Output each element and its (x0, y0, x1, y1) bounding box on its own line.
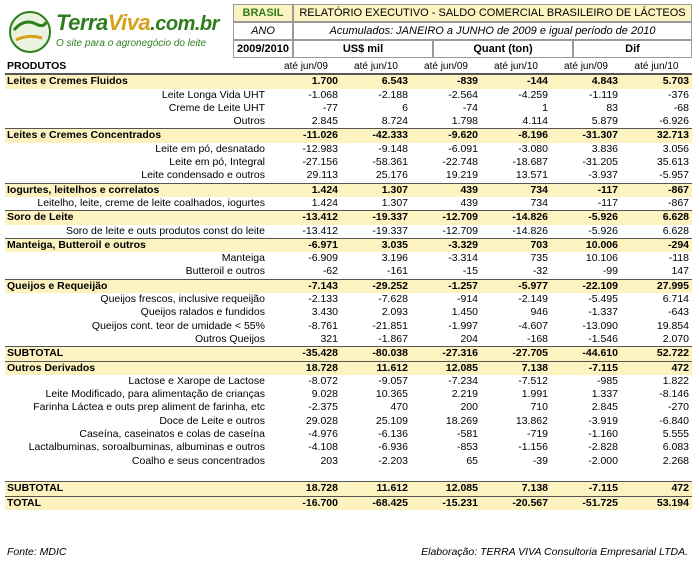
row-value: -7.628 (378, 293, 408, 306)
row-value: 13.571 (515, 169, 548, 182)
table-row (5, 102, 692, 115)
row-value: -7.115 (588, 361, 618, 374)
row-value: 4.843 (591, 75, 618, 88)
row-value: 2.268 (662, 454, 689, 467)
row-value: -18.687 (512, 156, 548, 169)
row-label: Lactose e Xarope de Lactose (128, 374, 265, 387)
row-value: 734 (530, 183, 548, 196)
row-label: Leite em pó, desnatado (155, 142, 265, 155)
row-label: Leites e Cremes Concentrados (7, 129, 162, 142)
row-value: 6.714 (662, 293, 689, 306)
source-note: Fonte: MDIC (7, 546, 67, 558)
row-value (551, 468, 621, 481)
row-label: Doce de Leite e outros (159, 414, 265, 427)
row-value: 2.219 (451, 388, 478, 401)
row-value: -5.926 (588, 211, 618, 224)
row-value: -21.851 (372, 319, 408, 332)
row-value: -270 (667, 401, 689, 414)
row-value: -2.188 (378, 88, 408, 101)
row-label: Soro de leite e outs produtos const do leite (65, 224, 265, 237)
row-value: -2.000 (588, 454, 618, 467)
row-value: -1.160 (588, 428, 618, 441)
table-row (5, 468, 692, 481)
row-label: Queijos e Requeijão (7, 279, 108, 292)
row-value: 18.269 (445, 414, 478, 427)
table-row (5, 225, 692, 238)
sub-col-header: até jun/09 (424, 61, 468, 72)
table-row (5, 333, 692, 346)
row-value: -27.316 (442, 347, 478, 360)
row-value: 13.862 (515, 414, 548, 427)
row-label: Leite Modificado, para alimentação de crianças (45, 388, 265, 401)
table-row (5, 441, 692, 454)
row-label: Coalho e seus concentrados (131, 454, 265, 467)
row-value: 10.006 (585, 238, 618, 251)
row-value: 946 (530, 306, 548, 319)
row-value: -68 (673, 101, 689, 114)
row-value: 35.613 (656, 156, 689, 169)
row-value: -27.156 (302, 156, 338, 169)
row-value: -117 (597, 183, 618, 196)
row-value: -6.840 (659, 414, 689, 427)
row-value: 1.991 (521, 388, 548, 401)
row-value: -32 (532, 265, 548, 278)
sub-col-header: até jun/09 (564, 61, 608, 72)
row-value: -1.337 (588, 306, 618, 319)
row-value: 735 (530, 252, 548, 265)
row-value: 6.628 (662, 211, 689, 224)
row-value: 2.845 (311, 115, 338, 128)
row-value: 1.337 (591, 388, 618, 401)
row-value: 11.612 (376, 361, 408, 374)
row-value: -3.080 (518, 142, 548, 155)
row-value: 734 (530, 196, 548, 209)
table-row (5, 306, 692, 319)
logo-name-part2: Viva (107, 10, 151, 35)
row-label: Lactalbuminas, soroalbuminas, albuminas e outros (28, 441, 265, 454)
table-row (5, 156, 692, 169)
row-value: -2.149 (518, 293, 548, 306)
row-value: -12.983 (302, 142, 338, 155)
row-value: 147 (671, 265, 689, 278)
row-value: 2.093 (381, 306, 408, 319)
row-value: -51.725 (582, 496, 618, 509)
row-value: -80.038 (372, 347, 408, 360)
row-value: -16.700 (302, 496, 338, 509)
row-label: Leite em pó, Integral (169, 156, 265, 169)
row-value: 1.424 (311, 196, 338, 209)
row-value: -9.620 (448, 129, 478, 142)
row-value: 5.703 (662, 75, 689, 88)
row-value: 18.728 (305, 361, 338, 374)
row-value: -5.926 (588, 224, 618, 237)
row-value: 1.307 (381, 196, 408, 209)
row-value: 4.114 (522, 115, 548, 128)
terraviva-logo (4, 4, 226, 56)
row-value: 2.070 (662, 332, 689, 345)
row-value: -12.709 (442, 211, 478, 224)
row-value: -35.428 (302, 347, 338, 360)
row-value: -719 (526, 428, 548, 441)
logo-tagline: O site para o agronegócio do leite (56, 38, 207, 49)
col-dif-header: Dif (573, 40, 692, 58)
row-value: 10.106 (585, 252, 618, 265)
table-row (5, 455, 692, 468)
row-value: 1.822 (662, 374, 689, 387)
row-label: Manteiga (221, 252, 265, 265)
row-value: -13.412 (302, 211, 338, 224)
total-row (5, 481, 692, 495)
row-label: SUBTOTAL (7, 347, 64, 360)
row-value: 25.176 (375, 169, 408, 182)
category-row (5, 361, 692, 375)
row-label: SUBTOTAL (7, 482, 64, 495)
row-value: -4.607 (518, 319, 548, 332)
row-label: Caseína, caseinatos e colas de caseína (79, 428, 265, 441)
row-value: -1.156 (518, 441, 548, 454)
row-value: -22.109 (582, 279, 618, 292)
row-value: -29.252 (372, 279, 408, 292)
row-value: -6.971 (308, 238, 338, 251)
row-value: 19.219 (445, 169, 478, 182)
row-label: Soro de Leite (7, 211, 74, 224)
row-value: 7.138 (521, 361, 548, 374)
row-value: 5.555 (662, 428, 689, 441)
table-row (5, 143, 692, 156)
report-footer (5, 546, 692, 560)
logo-name-part1: Terra (56, 10, 108, 35)
row-value: -581 (456, 428, 478, 441)
row-value: -6.926 (659, 115, 689, 128)
row-value: -14.826 (512, 224, 548, 237)
table-row (5, 401, 692, 414)
col-usd-header: US$ mil (293, 40, 433, 58)
row-value: -7.234 (448, 374, 478, 387)
row-label: Manteiga, Butteroil e outros (7, 238, 146, 251)
row-value: 1.450 (451, 306, 478, 319)
row-value: -15 (462, 265, 478, 278)
table-row (5, 265, 692, 278)
row-label: Leite Longa Vida UHT (161, 88, 265, 101)
row-label: Outros (233, 115, 265, 128)
row-value: -1.119 (589, 88, 618, 101)
row-value: 65 (466, 454, 478, 467)
row-value: -914 (456, 293, 478, 306)
row-value: 200 (460, 401, 478, 414)
row-value: -20.567 (512, 496, 548, 509)
sub-col-header: até jun/10 (634, 61, 679, 72)
row-value: -9.057 (378, 374, 408, 387)
row-value: -6.909 (308, 252, 338, 265)
row-label: Outros Derivados (7, 361, 96, 374)
table-row (5, 428, 692, 441)
row-value: -7.143 (308, 279, 338, 292)
row-value: -8.761 (308, 319, 338, 332)
row-value: -3.919 (588, 414, 618, 427)
row-value: -6.936 (378, 441, 408, 454)
row-value: 52.722 (656, 347, 689, 360)
row-label: Leitelho, leite, creme de leite coalhados, iogurtes (37, 196, 265, 209)
row-value: -1.546 (588, 332, 618, 345)
row-value: 710 (530, 401, 548, 414)
row-value: -2.133 (308, 293, 338, 306)
row-value: -99 (602, 265, 618, 278)
table-row (5, 252, 692, 265)
row-value: 6.628 (662, 224, 689, 237)
row-value: -15.231 (442, 496, 478, 509)
row-value: 1 (542, 101, 548, 114)
row-value: -5.957 (659, 169, 689, 182)
year-label: ANO (233, 22, 293, 40)
sub-col-header: até jun/10 (354, 61, 398, 72)
row-value: -19.337 (372, 211, 408, 224)
row-value: -14.826 (512, 211, 548, 224)
row-label: Butteroil e outros (185, 265, 265, 278)
row-value: 29.028 (305, 414, 338, 427)
total-row (5, 496, 692, 510)
row-value: -4.259 (518, 88, 548, 101)
table-row (5, 320, 692, 333)
row-value: 29.113 (306, 169, 338, 182)
row-label: TOTAL (7, 496, 42, 509)
row-value: 6 (402, 101, 408, 114)
trade-table (5, 60, 692, 510)
row-label: Leites e Cremes Fluidos (7, 75, 128, 88)
category-row (5, 183, 692, 197)
row-value: -4.976 (308, 428, 338, 441)
row-value: 83 (606, 101, 618, 114)
row-value: 472 (671, 361, 689, 374)
row-value: -294 (667, 238, 689, 251)
row-value (411, 468, 481, 481)
row-value: -31.205 (582, 156, 618, 169)
row-value: 9.028 (311, 388, 338, 401)
row-value: 204 (460, 332, 478, 345)
row-value: 1.798 (451, 115, 478, 128)
row-value (341, 468, 411, 481)
report-header (0, 0, 697, 60)
sub-col-header: até jun/10 (494, 61, 538, 72)
total-row (5, 346, 692, 360)
row-value: -1.867 (378, 332, 408, 345)
row-value: 3.056 (662, 142, 689, 155)
row-value: 1.700 (311, 75, 338, 88)
row-value: -2.375 (308, 401, 338, 414)
report-title: RELATÓRIO EXECUTIVO - SALDO COMERCIAL BRASILEIRO DE LÁCTEOS (293, 4, 692, 22)
row-value: -31.307 (582, 129, 618, 142)
row-value (271, 468, 341, 481)
row-value: 10.365 (375, 388, 408, 401)
products-header: PRODUTOS (7, 60, 67, 72)
row-value: -44.610 (582, 347, 618, 360)
row-value: -4.108 (308, 441, 338, 454)
row-value: 3.035 (381, 238, 408, 251)
row-value: -839 (456, 75, 478, 88)
row-value: -7.115 (588, 482, 618, 495)
row-value: -11.026 (302, 129, 338, 142)
row-value: 8.724 (381, 115, 408, 128)
row-value: 12.085 (445, 361, 478, 374)
row-value: -161 (386, 265, 408, 278)
col-quant-header: Quant (ton) (433, 40, 573, 58)
row-value: 321 (320, 332, 338, 345)
row-value: 470 (390, 401, 408, 414)
category-row (5, 238, 692, 252)
row-value: 12.085 (445, 482, 478, 495)
row-value: -1.257 (448, 279, 478, 292)
row-value: -117 (597, 196, 618, 209)
row-label: Leite condensado e outros (141, 169, 265, 182)
row-value: -58.361 (372, 156, 408, 169)
row-value: -9.148 (378, 142, 408, 155)
table-body (5, 74, 692, 510)
row-value: -144 (526, 75, 548, 88)
row-value: 203 (320, 454, 338, 467)
row-label: Queijos cont. teor de umidade < 55% (91, 319, 265, 332)
row-label: Queijos frescos, inclusive requeijão (100, 293, 265, 306)
row-value: -3.937 (588, 169, 618, 182)
row-value: 25.109 (375, 414, 408, 427)
row-value: 472 (671, 482, 689, 495)
row-value: -5.977 (518, 279, 548, 292)
row-value: -8.196 (518, 129, 548, 142)
table-row (5, 388, 692, 401)
row-value: 27.995 (656, 279, 689, 292)
row-label (5, 468, 271, 481)
globe-icon (6, 8, 54, 56)
row-value: 53.194 (656, 496, 689, 509)
table-row (5, 415, 692, 428)
row-value: 1.307 (381, 183, 408, 196)
row-value: 6.083 (662, 441, 689, 454)
report-subtitle: Acumulados: JANEIRO a JUNHO de 2009 e igual período de 2010 (293, 22, 692, 40)
row-value: -2.828 (588, 441, 618, 454)
row-value: 1.424 (311, 183, 338, 196)
row-value: -867 (667, 183, 689, 196)
table-row (5, 169, 692, 182)
row-value: -74 (462, 101, 478, 114)
row-value: -3.314 (448, 252, 478, 265)
row-value: -168 (526, 332, 548, 345)
row-label: Iogurtes, leitelhos e correlatos (7, 183, 160, 196)
row-value (481, 468, 551, 481)
table-row (5, 293, 692, 306)
table-row (5, 197, 692, 210)
logo-name-part3: .com.br (150, 13, 219, 35)
row-value: -853 (456, 441, 478, 454)
row-value: -8.072 (308, 374, 338, 387)
row-value: 439 (460, 196, 478, 209)
row-value: -39 (532, 454, 548, 467)
row-value: -77 (322, 101, 338, 114)
row-value: -68.425 (372, 496, 408, 509)
period-label: 2009/2010 (233, 40, 293, 58)
row-value: 11.612 (376, 482, 408, 495)
row-value: -13.412 (302, 224, 338, 237)
row-value: -5.495 (588, 293, 618, 306)
row-value: -867 (667, 196, 689, 209)
row-value: 439 (460, 183, 478, 196)
table-subheader-row (5, 60, 692, 74)
row-value: -7.512 (518, 374, 548, 387)
row-value: 3.430 (311, 306, 338, 319)
row-value: 6.543 (381, 75, 408, 88)
credit-note: Elaboração: TERRA VIVA Consultoria Empresarial LTDA. (421, 546, 688, 558)
category-row (5, 128, 692, 142)
row-value: -42.333 (372, 129, 408, 142)
row-value: -22.748 (442, 156, 478, 169)
category-row (5, 74, 692, 88)
country-label: BRASIL (233, 4, 293, 22)
row-value: 3.196 (381, 252, 408, 265)
row-value: -13.090 (582, 319, 618, 332)
row-value: -1.997 (448, 319, 478, 332)
table-row (5, 115, 692, 128)
row-value: 18.728 (305, 482, 338, 495)
row-value: -19.337 (372, 224, 408, 237)
table-row (5, 89, 692, 102)
row-value: -8.146 (659, 388, 689, 401)
row-value: -2.203 (378, 454, 408, 467)
category-row (5, 279, 692, 293)
row-label: Creme de Leite UHT (168, 101, 265, 114)
row-value: 3.836 (591, 142, 618, 155)
table-row (5, 375, 692, 388)
row-value: -643 (667, 306, 689, 319)
row-value: -2.564 (448, 88, 478, 101)
row-value: 703 (530, 238, 548, 251)
row-value: -62 (322, 265, 338, 278)
row-value: -12.709 (442, 224, 478, 237)
category-row (5, 210, 692, 224)
row-value: -376 (667, 88, 689, 101)
sub-col-header: até jun/09 (284, 61, 328, 72)
row-value: -1.068 (308, 88, 338, 101)
row-value: -6.091 (448, 142, 478, 155)
row-value: -27.705 (512, 347, 548, 360)
row-label: Queijos ralados e fundidos (140, 306, 265, 319)
row-value: 7.138 (521, 482, 548, 495)
row-value: -985 (596, 374, 618, 387)
row-label: Farinha Láctea e outs prep aliment de farinha, etc (33, 401, 265, 414)
row-value (621, 468, 692, 481)
row-value: 2.845 (591, 401, 618, 414)
row-value: -3.329 (448, 238, 478, 251)
row-label: Outros Queijos (194, 332, 265, 345)
row-value: 32.713 (656, 129, 689, 142)
row-value: -118 (668, 252, 689, 265)
row-value: 5.879 (591, 115, 618, 128)
row-value: 19.854 (656, 319, 689, 332)
row-value: -6.136 (378, 428, 408, 441)
